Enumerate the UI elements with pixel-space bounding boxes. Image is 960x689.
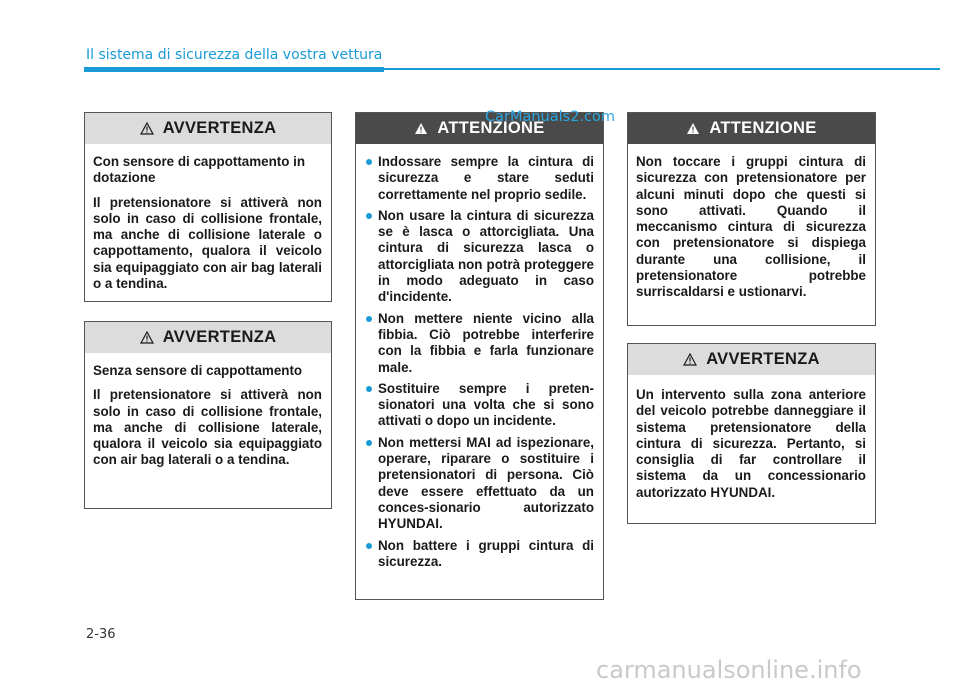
page-number: 2-36 bbox=[86, 627, 116, 642]
warning-box-subtitle: Con sensore di cappottamento in dotazione bbox=[93, 154, 306, 186]
warning-box-heading: AVVERTENZA bbox=[162, 119, 277, 137]
warning-filled-icon bbox=[686, 122, 700, 135]
warning-box-no-rollover-sensor bbox=[84, 321, 332, 509]
list-item: Non battere i gruppi cintura di sicurezza. bbox=[364, 538, 594, 571]
header-rule bbox=[384, 68, 940, 70]
header-accent-bar bbox=[84, 67, 384, 72]
warning-box-heading: AVVERTENZA bbox=[706, 350, 820, 368]
warning-box-rollover-sensor bbox=[84, 112, 332, 302]
watermark-link[interactable]: CarManuals2.com bbox=[485, 109, 616, 125]
warning-filled-icon bbox=[414, 122, 428, 135]
list-item: Non mettere niente vicino alla fibbia. Ciò potrebbe interferire con la fibbia e farla funzionare male. bbox=[364, 311, 594, 376]
warning-box-header bbox=[628, 344, 875, 375]
warning-box-front-repair bbox=[627, 343, 876, 524]
warning-box-heading: AVVERTENZA bbox=[162, 328, 277, 346]
warning-box-text: Il pretensionatore si attiverà non solo in caso di collisione frontale, ma anche di collisione laterale o cappottamento, qualora il veicolo sia equipaggiato con air bag laterali o a tendina. bbox=[93, 194, 322, 292]
warning-box-header bbox=[85, 113, 331, 144]
warning-box-text: Il pretensionatore si attiverà non solo in caso di collisione frontale, ma anche di collisione laterale, qualora il veicolo sia equipaggiato con air bag laterali o a tendina. bbox=[93, 387, 322, 468]
warning-box-text: Un intervento sulla zona anteriore del veicolo potrebbe danneggiare il sistema pretensionatore della cintura di sicurezza. Pertanto, si consiglia di far controllare il sistema da un concessionario autorizzato HYUNDAI. bbox=[636, 387, 866, 500]
list-item: Non mettersi MAI ad ispezionare, operare, riparare o sostituire i pretensionatori di persona. Ciò deve essere effettuato da un conces-sionario autorizzato HYUNDAI. bbox=[364, 435, 594, 533]
caution-box-text: Non toccare i gruppi cintura di sicurezza con pretensionatore per alcuni minuti dopo che questi si sono attivati. Quando il meccanismo cintura di sicurezza con pretensionatore si dispiega durante una collisione, il pretensionatore potrebbe surriscaldarsi e ustionarvi. bbox=[636, 154, 866, 300]
warning-box-header bbox=[85, 322, 331, 353]
watermark-footer: carmanualsonline.info bbox=[596, 656, 862, 684]
warning-box-subtitle: Senza sensore di cappottamento bbox=[93, 363, 303, 378]
warning-outline-icon bbox=[140, 122, 154, 135]
caution-list bbox=[364, 154, 594, 570]
warning-outline-icon bbox=[140, 331, 154, 344]
list-item: Sostituire sempre i preten-sionatori una volta che si sono attivati o dopo un incidente. bbox=[364, 381, 594, 430]
section-title: Il sistema di sicurezza della vostra vettura bbox=[86, 47, 383, 63]
caution-box-heading: ATTENZIONE bbox=[437, 119, 545, 137]
caution-box-heading: ATTENZIONE bbox=[709, 119, 817, 137]
list-item: Indossare sempre la cintura di sicurezza e stare seduti correttamente nel proprio sedile. bbox=[364, 154, 594, 203]
caution-box-do-not-touch bbox=[627, 112, 876, 326]
caution-box-seatbelt-usage bbox=[355, 112, 604, 600]
list-item: Non usare la cintura di sicurezza se è lasca o attorcigliata. Una cintura di sicurezza lasca o attorcigliata non potrà proteggere in modo adeguato in caso d'incidente. bbox=[364, 208, 594, 306]
caution-box-header bbox=[628, 113, 875, 144]
warning-outline-icon bbox=[683, 353, 697, 366]
